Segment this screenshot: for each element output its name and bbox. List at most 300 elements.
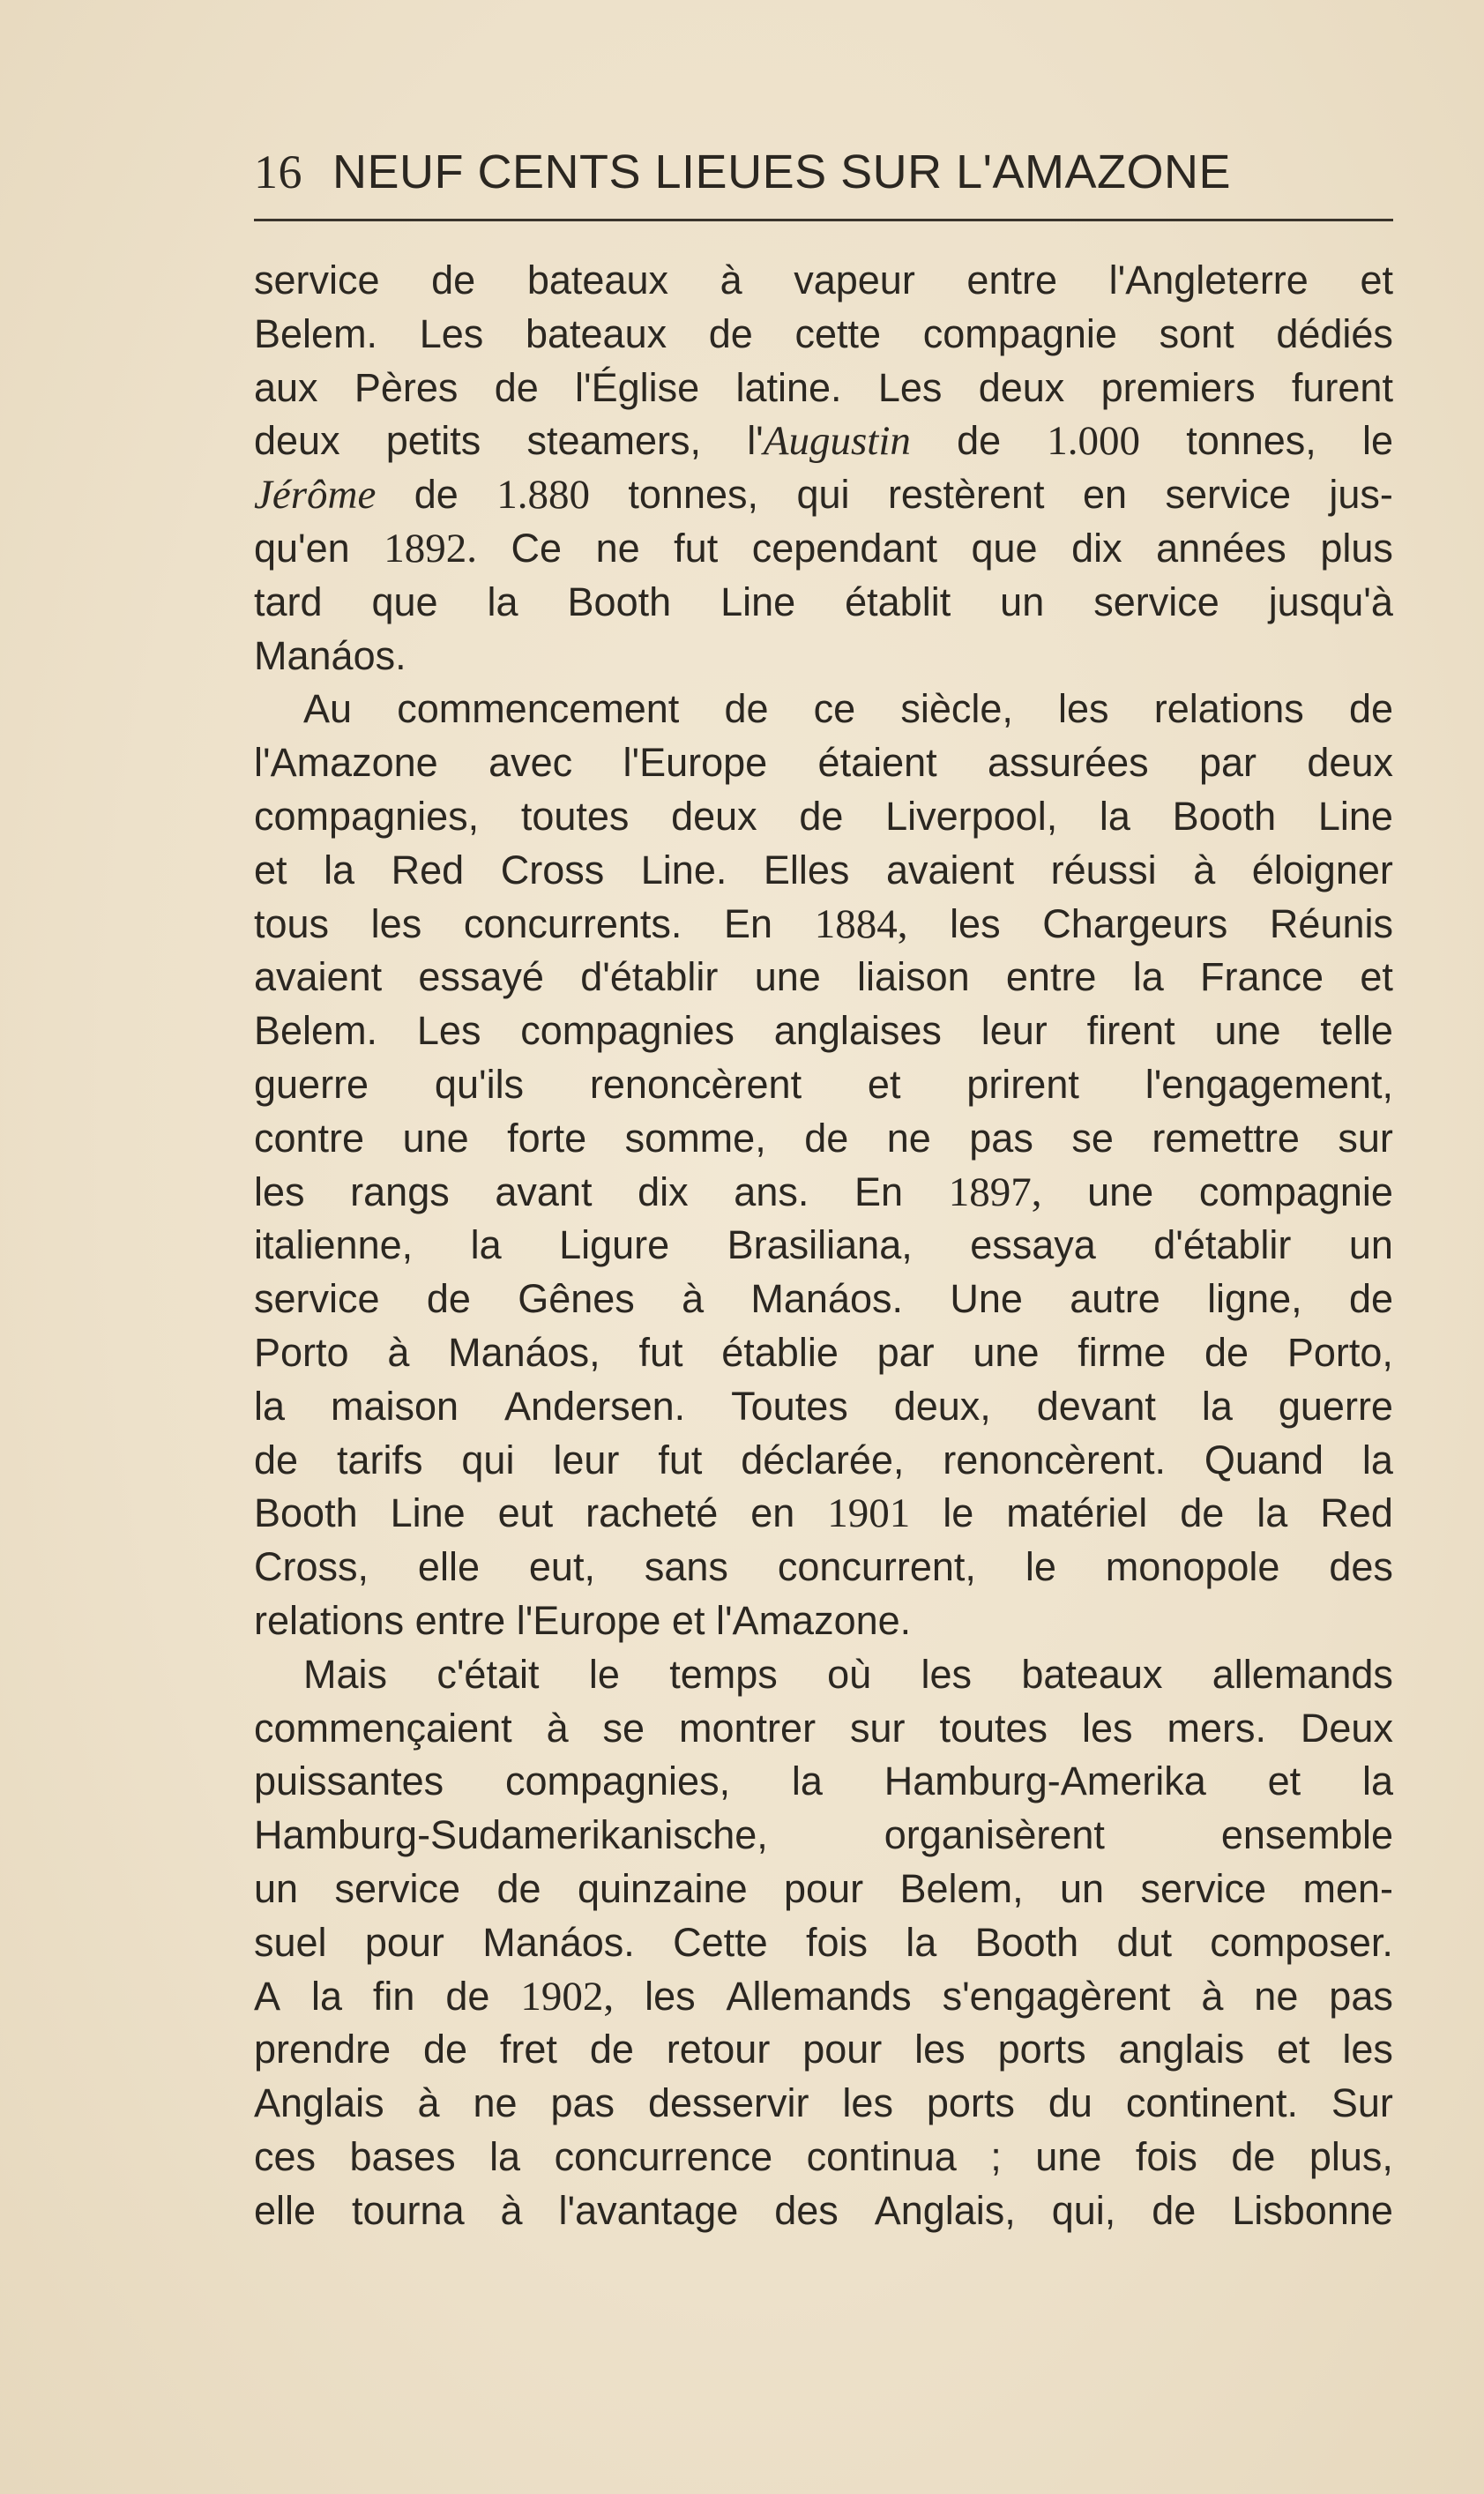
- text-line: [254, 844, 1393, 898]
- word: Gênes: [518, 1276, 635, 1322]
- word: en: [1082, 472, 1128, 518]
- text-line: [254, 2131, 1393, 2184]
- word: tonnes,: [1186, 418, 1316, 464]
- word: continua: [806, 2133, 957, 2179]
- text-line: [254, 414, 1393, 468]
- word: Ce: [511, 525, 563, 571]
- word: de: [1231, 2133, 1276, 2179]
- word: sans: [644, 1544, 728, 1590]
- word: la: [1361, 1437, 1393, 1482]
- word: l'Amazone.: [715, 1597, 912, 1643]
- word: tous: [254, 900, 330, 946]
- word: et: [867, 1061, 901, 1107]
- word: et: [1276, 2027, 1310, 2072]
- word: les: [1342, 2027, 1393, 2072]
- word: 1897,: [948, 1169, 1042, 1215]
- word: assurées: [988, 740, 1149, 786]
- word: relations: [1153, 686, 1304, 732]
- text-line: [254, 630, 1393, 683]
- word: France: [1200, 954, 1324, 1000]
- text-line: [254, 1326, 1393, 1380]
- word: dix: [638, 1169, 689, 1214]
- word: et: [1360, 954, 1393, 1000]
- word: la: [254, 1383, 286, 1429]
- word: italienne,: [254, 1222, 414, 1268]
- running-title: NEUF CENTS LIEUES SUR L'AMAZONE: [332, 146, 1231, 198]
- word: le: [943, 1490, 974, 1536]
- word: Hamburg-Amerika: [884, 1758, 1206, 1804]
- word: Deux: [1300, 1705, 1393, 1751]
- word: Ligure: [559, 1222, 670, 1268]
- word: les: [370, 900, 422, 946]
- word: racheté: [585, 1490, 719, 1536]
- word: une: [754, 954, 821, 1000]
- text-line: [254, 1541, 1393, 1594]
- word: sont: [1159, 310, 1234, 356]
- word: somme,: [624, 1115, 766, 1161]
- word: Manáos.: [482, 1919, 635, 1965]
- word: qu'en: [254, 525, 350, 571]
- word: firent: [1086, 1008, 1175, 1054]
- word: quinzaine: [577, 1865, 748, 1911]
- word: Brasiliana,: [727, 1222, 913, 1268]
- word: d'établir: [580, 954, 719, 1000]
- word: Manáos,: [448, 1329, 600, 1375]
- word: En: [724, 900, 773, 946]
- text-line: [254, 1970, 1393, 2024]
- word: tonnes,: [628, 472, 759, 518]
- word: deux,: [893, 1383, 991, 1429]
- word: men-: [1302, 1865, 1393, 1911]
- word: éloigner: [1251, 847, 1393, 892]
- word: puissantes: [254, 1758, 444, 1804]
- word: l'avantage: [558, 2187, 739, 2233]
- word: bases: [349, 2133, 456, 2179]
- word: l'Europe: [516, 1597, 661, 1643]
- word: concurrents.: [463, 900, 682, 946]
- word: Belem,: [899, 1865, 1024, 1911]
- word: jus-: [1329, 472, 1393, 518]
- word: fut: [674, 525, 719, 571]
- text-line: [254, 2023, 1393, 2077]
- word: établie: [721, 1329, 839, 1375]
- word: les: [914, 2027, 966, 2072]
- word: service: [334, 1865, 461, 1911]
- word: une: [973, 1329, 1040, 1375]
- word: une: [1035, 2133, 1102, 2179]
- word: par: [876, 1329, 935, 1375]
- word: la: [470, 1222, 502, 1268]
- word: service: [254, 258, 380, 302]
- word: bateaux: [525, 310, 667, 356]
- word: de: [431, 258, 476, 302]
- word: anglais: [1118, 2027, 1245, 2072]
- text-line: [254, 1166, 1393, 1220]
- text-line: [254, 1380, 1393, 1434]
- text-line: [254, 736, 1393, 790]
- text-line: [254, 522, 1393, 576]
- word: Line: [1317, 793, 1393, 839]
- word: de: [254, 1437, 299, 1482]
- word: se: [1071, 1115, 1114, 1161]
- word: pas: [550, 2080, 615, 2126]
- word: steamers,: [526, 418, 702, 464]
- word: Andersen.: [504, 1383, 686, 1429]
- text-line: [254, 790, 1393, 844]
- word: que: [371, 579, 438, 624]
- word: de: [1348, 686, 1393, 732]
- word: les: [950, 900, 1001, 946]
- word: c'était: [436, 1651, 540, 1697]
- word: aux: [254, 364, 318, 410]
- text-line: [254, 576, 1393, 630]
- word: qui: [461, 1437, 515, 1482]
- word: de: [799, 793, 844, 839]
- word: les: [921, 1651, 972, 1697]
- word: Au: [303, 686, 353, 732]
- word: un: [1348, 1222, 1393, 1268]
- word: l'Amazone: [254, 740, 438, 786]
- word: de: [422, 2027, 468, 2072]
- word: premiers: [1100, 364, 1256, 410]
- word: commençaient: [254, 1705, 512, 1751]
- word: Belem.: [254, 310, 378, 356]
- word: et: [1360, 258, 1393, 302]
- word: fut: [638, 1329, 683, 1375]
- word: qui,: [1051, 2187, 1116, 2233]
- word: Lisbonne: [1232, 2187, 1393, 2233]
- word: par: [1198, 740, 1257, 786]
- word: leur: [553, 1437, 620, 1482]
- text-line: [254, 1702, 1393, 1756]
- word: la: [1361, 1758, 1393, 1804]
- word: composer.: [1210, 1919, 1393, 1965]
- word: 1892.: [384, 525, 477, 571]
- word: fois: [1135, 2133, 1197, 2179]
- word: de: [957, 418, 1002, 464]
- word: bateaux: [1021, 1651, 1163, 1697]
- word: de: [724, 686, 769, 732]
- word: la: [1201, 1383, 1233, 1429]
- word: dédiés: [1276, 310, 1393, 356]
- word: furent: [1291, 364, 1393, 410]
- word: s'engagèrent: [942, 1973, 1171, 2019]
- word: dix: [1071, 525, 1122, 571]
- word: l'engagement,: [1145, 1061, 1393, 1107]
- word: à: [682, 1276, 705, 1322]
- word: la: [487, 579, 518, 624]
- word: la: [489, 2133, 521, 2179]
- word: et: [1267, 1758, 1301, 1804]
- word: bateaux: [526, 258, 668, 302]
- word: ne: [1254, 1973, 1299, 2019]
- word: essaya: [970, 1222, 1096, 1268]
- word: restèrent: [887, 472, 1045, 518]
- word: une: [1087, 1169, 1154, 1214]
- word: siècle,: [900, 686, 1013, 732]
- text-line: [254, 951, 1393, 1004]
- word: compagnie: [1198, 1169, 1393, 1214]
- text-line: [254, 1648, 1393, 1702]
- word: de: [1204, 1329, 1249, 1375]
- word: 1.000: [1047, 418, 1141, 465]
- word: liaison: [857, 954, 970, 1000]
- word: que: [971, 525, 1038, 571]
- word: le: [1361, 418, 1393, 464]
- text-line: [254, 308, 1393, 362]
- word: ;: [990, 2133, 1002, 2179]
- word: à: [417, 2080, 440, 2126]
- word: Toutes: [731, 1383, 848, 1429]
- word: la: [1132, 954, 1164, 1000]
- word: ports: [997, 2027, 1086, 2072]
- word: à: [387, 1329, 410, 1375]
- word: Allemands: [726, 1973, 912, 2019]
- word: cependant: [751, 525, 937, 571]
- word: le: [1025, 1544, 1056, 1590]
- word: de: [589, 2027, 634, 2072]
- word: Porto,: [1286, 1329, 1393, 1375]
- text-line: [254, 1487, 1393, 1541]
- word: ans.: [734, 1169, 809, 1214]
- text-line: [254, 1755, 1393, 1809]
- word: les: [1058, 686, 1109, 732]
- text-line: [254, 1273, 1393, 1326]
- word: l'Angleterre: [1108, 258, 1309, 302]
- word: anglaises: [773, 1008, 942, 1054]
- word: Line: [720, 579, 796, 624]
- word: 1902,: [520, 1973, 615, 2020]
- word: étaient: [817, 740, 937, 786]
- word: pour: [364, 1919, 444, 1965]
- word: essayé: [418, 954, 544, 1000]
- word: années: [1156, 525, 1286, 571]
- word: desservir: [647, 2080, 809, 2126]
- word: entre: [414, 1597, 506, 1643]
- word: les: [1081, 1705, 1133, 1751]
- word: du: [1048, 2080, 1092, 2126]
- word: prendre: [254, 2027, 392, 2072]
- text-line: [254, 2077, 1393, 2131]
- word: Une: [950, 1276, 1023, 1322]
- word: deux: [1307, 740, 1393, 786]
- word: de: [496, 1865, 541, 1911]
- word: cette: [794, 310, 882, 356]
- word: fin: [372, 1973, 415, 2019]
- word: deux: [978, 364, 1065, 410]
- word: vapeur: [794, 258, 915, 302]
- word: à: [1193, 847, 1216, 892]
- word: renoncèrent: [589, 1061, 802, 1107]
- word: Manáos.: [750, 1276, 904, 1322]
- word: concurrence: [554, 2133, 773, 2179]
- word: de: [1348, 1276, 1393, 1322]
- word: un: [254, 1865, 299, 1911]
- word: la: [906, 1919, 937, 1965]
- word: entre: [966, 258, 1057, 302]
- text-line: [254, 1058, 1393, 1112]
- word: deux: [254, 418, 340, 464]
- word: avant: [495, 1169, 593, 1214]
- word: Cette: [673, 1919, 768, 1965]
- word: plus: [1320, 525, 1393, 571]
- word: continent.: [1125, 2080, 1298, 2126]
- word: Cross,: [254, 1544, 369, 1590]
- word: toutes: [520, 793, 630, 839]
- word: et: [254, 847, 287, 892]
- word: 1.880: [496, 472, 590, 519]
- word: avaient: [885, 847, 1015, 892]
- word: leur: [981, 1008, 1048, 1054]
- word: la: [1099, 793, 1130, 839]
- word: elle: [254, 2187, 317, 2233]
- word: Line.: [640, 847, 727, 892]
- word: ne: [473, 2080, 518, 2126]
- word: fut: [658, 1437, 703, 1482]
- word: prirent: [966, 1061, 1079, 1107]
- word: le: [588, 1651, 620, 1697]
- word: de: [494, 364, 539, 410]
- word: forte: [507, 1115, 587, 1161]
- word: Liverpool,: [885, 793, 1058, 839]
- word: Booth: [1172, 793, 1277, 839]
- word: l'Église: [575, 364, 700, 410]
- word: tard: [254, 579, 323, 624]
- word: ce: [813, 686, 856, 732]
- word: l'Augustin: [747, 418, 911, 465]
- text-line: [254, 468, 1393, 522]
- word: de: [445, 1973, 490, 2019]
- word: la: [324, 847, 355, 892]
- word: autre: [1070, 1276, 1160, 1322]
- word: A: [254, 1973, 281, 2019]
- word: Porto: [254, 1329, 349, 1375]
- word: ces: [254, 2133, 317, 2179]
- word: firme: [1078, 1329, 1167, 1375]
- word: tourna: [352, 2187, 465, 2233]
- word: jusqu'à: [1268, 579, 1393, 624]
- word: Cross: [500, 847, 605, 892]
- word: service: [1093, 579, 1219, 624]
- word: un: [1000, 579, 1045, 624]
- word: En: [854, 1169, 904, 1214]
- text-line: [254, 1112, 1393, 1166]
- text-line: [254, 1809, 1393, 1863]
- word: de: [708, 310, 753, 356]
- word: toutes: [939, 1705, 1048, 1751]
- word: allemands: [1212, 1651, 1393, 1697]
- word: Mais: [303, 1651, 388, 1697]
- word: organisèrent: [884, 1812, 1105, 1858]
- word: ensemble: [1220, 1812, 1393, 1858]
- word: à: [546, 1705, 569, 1751]
- word: fois: [805, 1919, 868, 1965]
- word: en: [750, 1490, 795, 1536]
- word: de: [1152, 2187, 1197, 2233]
- word: 1901: [827, 1490, 911, 1537]
- word: service: [1165, 472, 1291, 518]
- word: elle: [417, 1544, 480, 1590]
- word: se: [602, 1705, 645, 1751]
- word: fret: [499, 2027, 557, 2072]
- word: tarifs: [336, 1437, 423, 1482]
- word: Jérôme: [254, 472, 377, 519]
- word: Réunis: [1269, 900, 1393, 946]
- text-line: [254, 1434, 1393, 1488]
- word: de: [414, 472, 459, 518]
- word: pas: [969, 1115, 1033, 1161]
- word: compagnie: [922, 310, 1117, 356]
- word: Belem.: [254, 1008, 378, 1054]
- word: petits: [385, 418, 481, 464]
- word: retour: [666, 2027, 771, 2072]
- word: eut,: [528, 1544, 595, 1590]
- word: latine.: [735, 364, 842, 410]
- word: Les: [419, 310, 484, 356]
- word: ne: [595, 525, 640, 571]
- page-number: 16: [254, 146, 302, 198]
- text-line: [254, 1594, 1393, 1648]
- word: réussi: [1050, 847, 1157, 892]
- word: une: [1214, 1008, 1281, 1054]
- word: sur: [850, 1705, 906, 1751]
- word: Red: [1320, 1490, 1393, 1536]
- word: Les: [416, 1008, 481, 1054]
- word: Manáos.: [254, 632, 406, 678]
- word: déclarée,: [741, 1437, 905, 1482]
- text-line: [254, 254, 1393, 308]
- word: service: [1140, 1865, 1267, 1911]
- word: les: [645, 1973, 696, 2019]
- word: la: [310, 1973, 342, 2019]
- word: compagnies: [520, 1008, 735, 1054]
- running-header: [254, 141, 1400, 203]
- word: des: [774, 2187, 839, 2233]
- word: mers.: [1167, 1705, 1266, 1751]
- body-text: [254, 254, 1393, 2237]
- text-line: [254, 1004, 1393, 1058]
- word: un: [1060, 1865, 1105, 1911]
- word: service: [254, 1276, 380, 1322]
- text-line: [254, 1863, 1393, 1916]
- word: compagnies,: [254, 793, 480, 839]
- text-line: [254, 362, 1393, 415]
- word: sur: [1338, 1115, 1393, 1161]
- word: les: [842, 2080, 893, 2126]
- word: et: [671, 1597, 705, 1643]
- word: deux: [671, 793, 757, 839]
- word: Chargeurs: [1042, 900, 1228, 946]
- word: d'établir: [1153, 1222, 1292, 1268]
- word: de: [426, 1276, 471, 1322]
- word: dut: [1116, 1919, 1173, 1965]
- text-line: [254, 2184, 1393, 2238]
- word: maison: [331, 1383, 459, 1429]
- word: où: [827, 1651, 872, 1697]
- word: eut: [497, 1490, 554, 1536]
- word: matériel: [1006, 1490, 1148, 1536]
- word: Booth: [567, 579, 672, 624]
- word: Anglais: [254, 2080, 384, 2126]
- text-line: [254, 1916, 1393, 1970]
- word: qui: [796, 472, 850, 518]
- word: pour: [802, 2027, 883, 2072]
- word: l'Europe: [623, 740, 768, 786]
- word: renoncèrent.: [943, 1437, 1166, 1482]
- word: suel: [254, 1919, 327, 1965]
- word: la: [1257, 1490, 1288, 1536]
- word: telle: [1320, 1008, 1393, 1054]
